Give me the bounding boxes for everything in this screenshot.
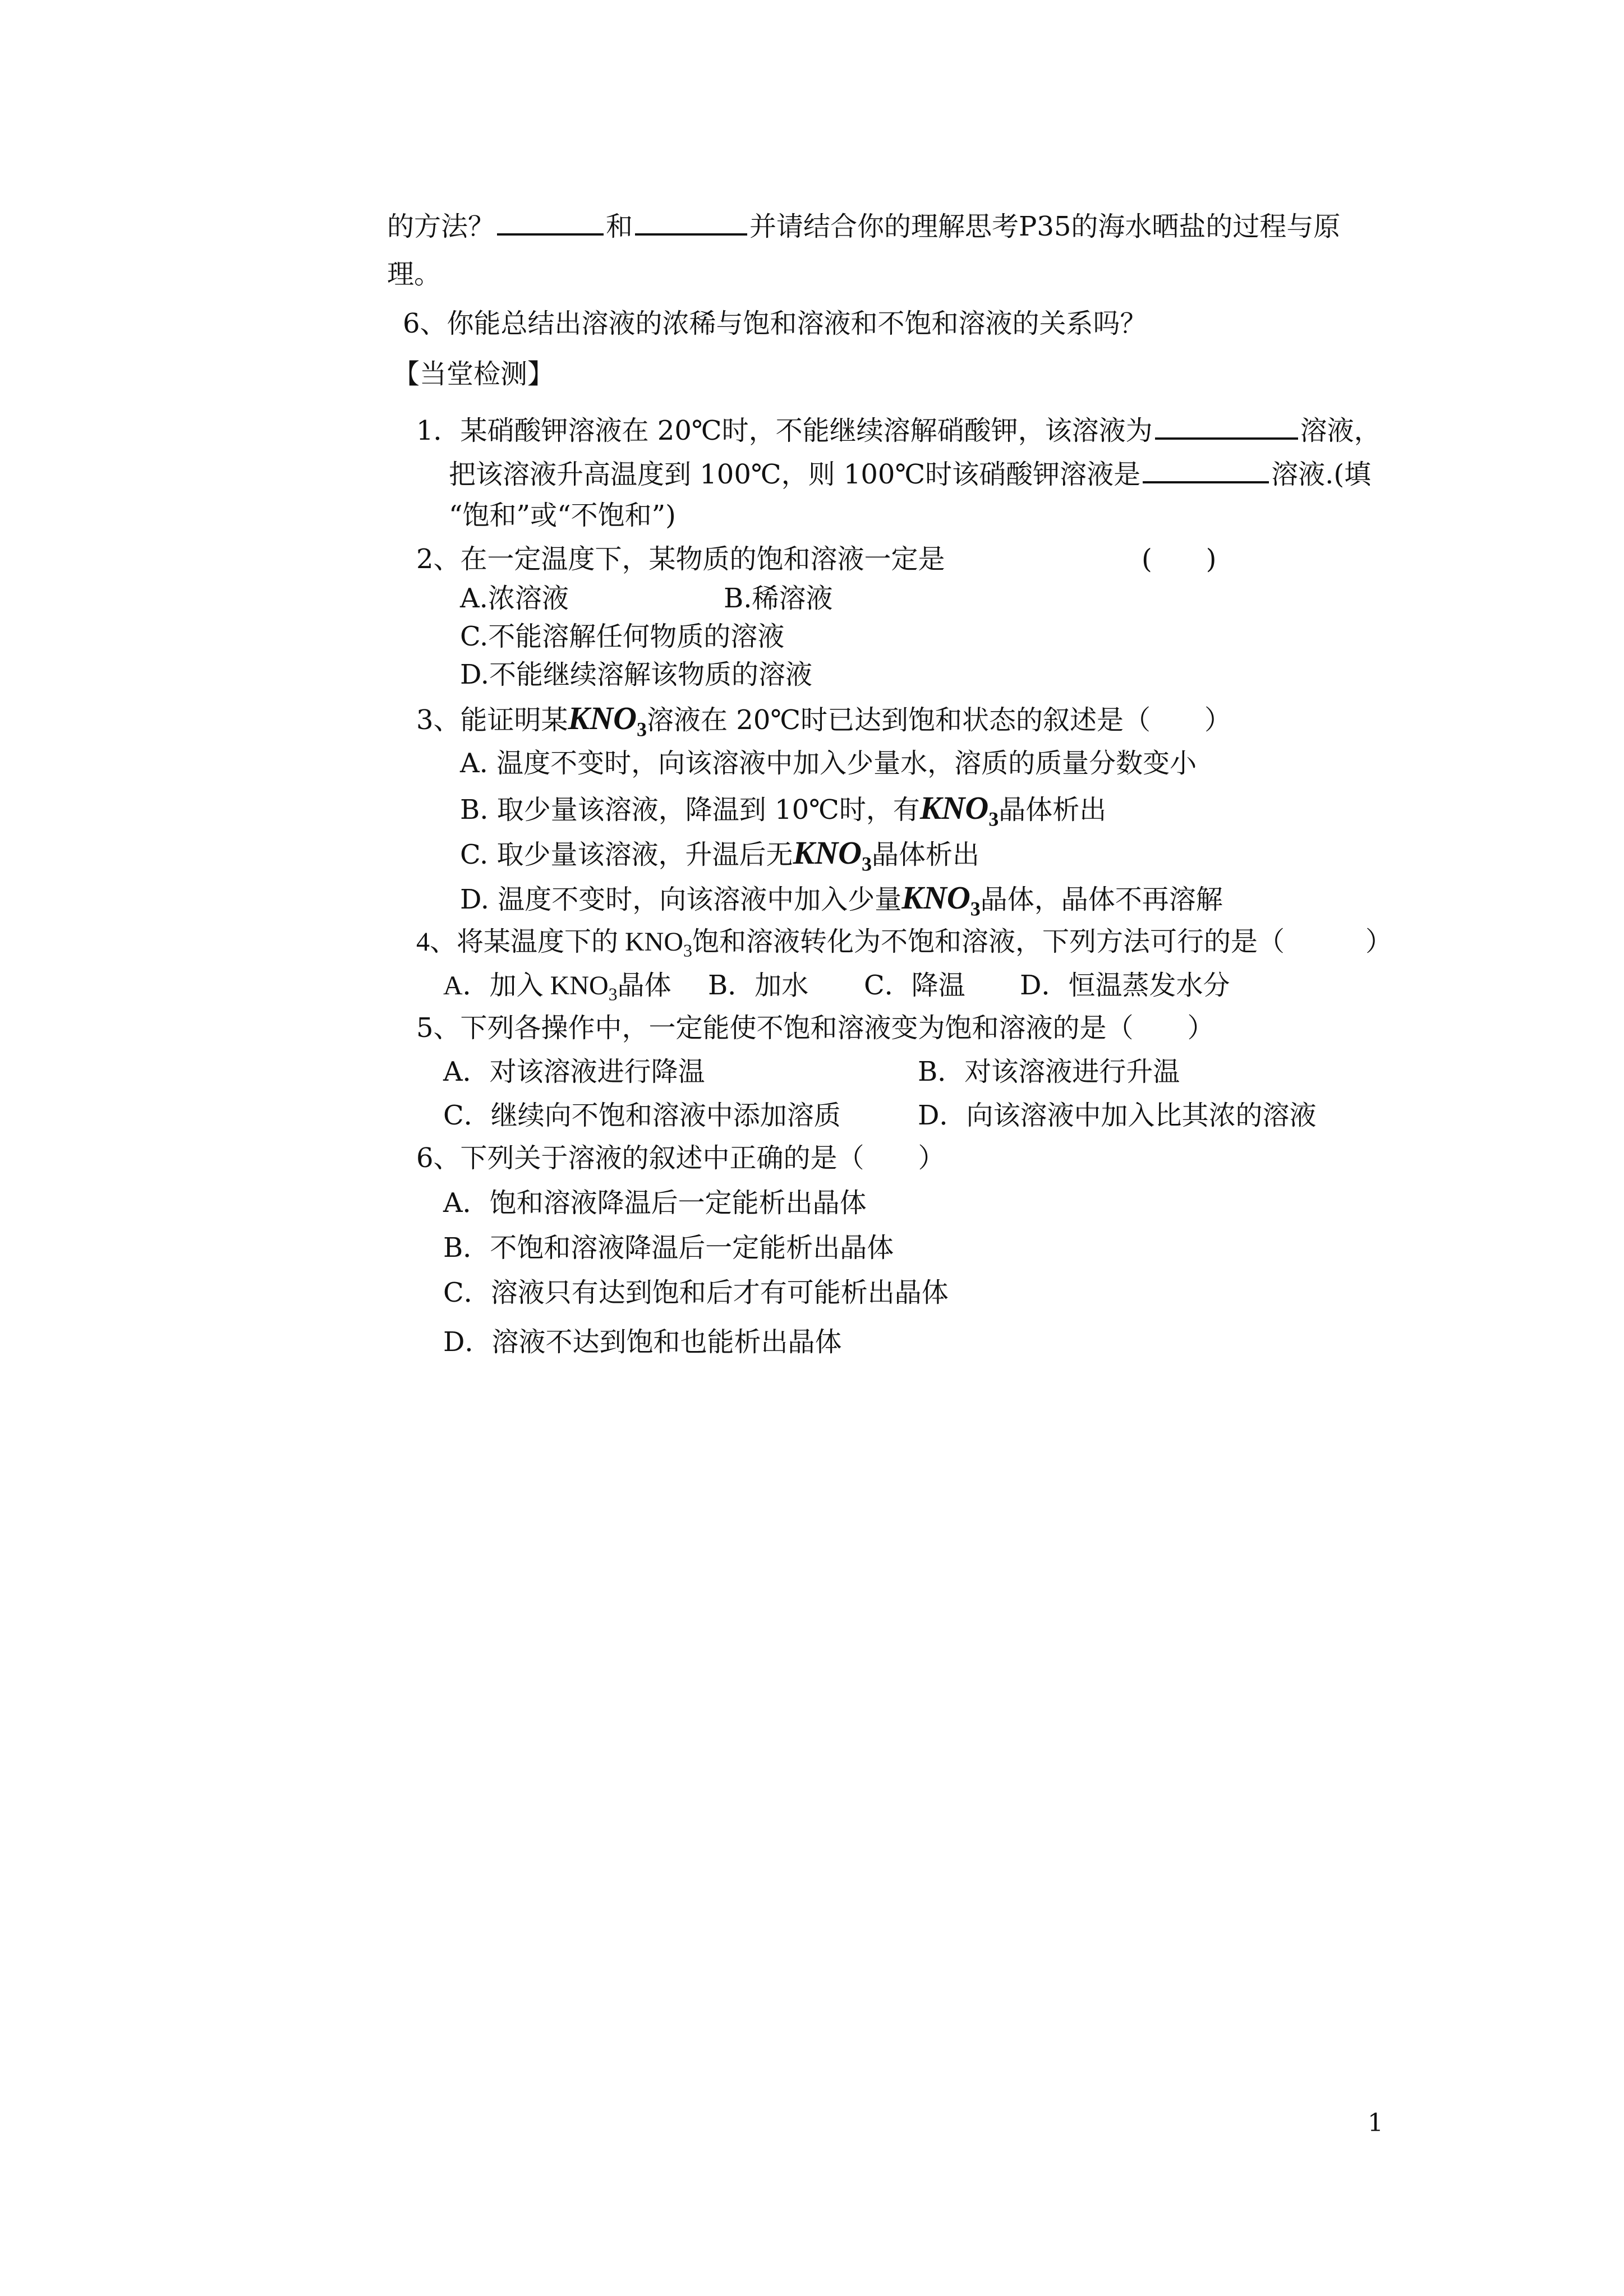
q5-option-a[interactable]: A．对该溶液进行降温 [443,1056,705,1087]
answer-blank[interactable] [1155,413,1298,440]
q5-stem: 5、下列各操作中，一定能使不饱和溶液变为饱和溶液的是（ ） [416,1012,1214,1044]
q1-line-2 [449,457,1371,492]
q2-option-b[interactable]: B.稀溶液 [724,583,833,614]
q3-option-d[interactable] [460,880,1223,926]
q3-text: C. 取少量该溶液，升温后无 [460,839,793,870]
q3-text: 晶体，晶体不再溶解 [980,884,1223,915]
q4-stem [416,924,1392,968]
section-title: 【当堂检测】 [393,358,555,390]
q4-option-c[interactable]: C．降温 [864,970,965,1001]
answer-blank[interactable] [635,209,747,236]
q5-option-d[interactable]: D．向该溶液中加入比其浓的溶液 [918,1100,1317,1131]
q5-option-c[interactable]: C．继续向不饱和溶液中添加溶质 [443,1100,841,1131]
kno3-formula: $KNO_3$ [919,790,999,831]
q6-option-b[interactable]: B．不饱和溶液降温后一定能析出晶体 [443,1232,894,1264]
intro-text: 的方法？ [387,211,495,242]
answer-blank[interactable] [497,209,604,236]
q4-text: 4、将某温度下的 $KNO_3$ [416,927,692,961]
q1-text: 1．某硝酸钾溶液在 20℃时，不能继续溶解硝酸钾，该溶液为 [416,415,1153,446]
q1-text: 溶液.(填 [1271,459,1372,490]
q3-text: 晶体析出 [872,839,980,870]
q1-line-3: “饱和”或“不饱和”) [449,500,676,531]
q3-text: B. 取少量该溶液，降温到 10℃时，有 [460,794,920,826]
q3-text: D. 温度不变时，向该溶液中加入少量 [460,884,902,915]
kno3-formula: $KNO_3$ [793,835,872,875]
q6-option-a[interactable]: A．饱和溶液降温后一定能析出晶体 [443,1187,867,1219]
answer-blank[interactable] [1143,457,1269,483]
intro-question-6: 6、你能总结出溶液的浓稀与饱和溶液和不饱和溶液的关系吗？ [403,308,1147,339]
q2-option-a[interactable]: A.浓溶液 [460,583,569,614]
intro-line-1 [387,209,1340,244]
q3-option-a[interactable]: A. 温度不变时，向该溶液中加入少量水，溶质的质量分数变小 [460,748,1197,779]
q4-option-b[interactable]: B．加水 [708,970,809,1001]
intro-text: 并请结合你的理解思考P35的海水晒盐的过程与原 [749,211,1341,242]
intro-line-2: 理。 [387,259,441,290]
q3-stem [416,701,1231,747]
q2-option-c[interactable]: C.不能溶解任何物质的溶液 [460,621,785,652]
q2-option-d[interactable]: D.不能继续溶解该物质的溶液 [460,659,813,690]
q3-text: 3、能证明某 [416,704,568,736]
q1-text: 溶液， [1300,415,1381,446]
q3-option-b[interactable] [460,791,1106,837]
page-number: 1 [1368,2109,1383,2137]
q4-option-a[interactable]: A．加入 $KNO_3$晶体 [443,970,671,1004]
q5-option-b[interactable]: B．对该溶液进行升温 [918,1056,1180,1087]
q6-option-c[interactable]: C．溶液只有达到饱和后才有可能析出晶体 [443,1277,949,1308]
kno3-formula: $KNO_3$ [568,700,647,741]
q6-option-d[interactable]: D．溶液不达到饱和也能析出晶体 [443,1326,842,1358]
kno3-formula: $KNO_3$ [901,879,981,920]
q2-stem: 2、在一定温度下，某物质的饱和溶液一定是 [416,543,945,575]
intro-text: 和 [606,211,633,242]
q3-text: 溶液在 20℃时已达到饱和状态的叙述是（ ） [647,704,1232,736]
q6-stem: 6、下列关于溶液的叙述中正确的是（ ） [416,1142,945,1174]
q4-text: 饱和溶液转化为不饱和溶液，下列方法可行的是（ ） [692,926,1393,957]
q3-option-c[interactable] [460,836,979,882]
q1-text: 把该溶液升高温度到 100℃，则 100℃时该硝酸钾溶液是 [449,459,1141,490]
q3-text: 晶体析出 [999,794,1107,826]
q2-answer-paren[interactable]: ( ) [1142,543,1217,575]
q4-option-d[interactable]: D．恒温蒸发水分 [1020,970,1230,1001]
q1-line-1 [416,413,1381,448]
